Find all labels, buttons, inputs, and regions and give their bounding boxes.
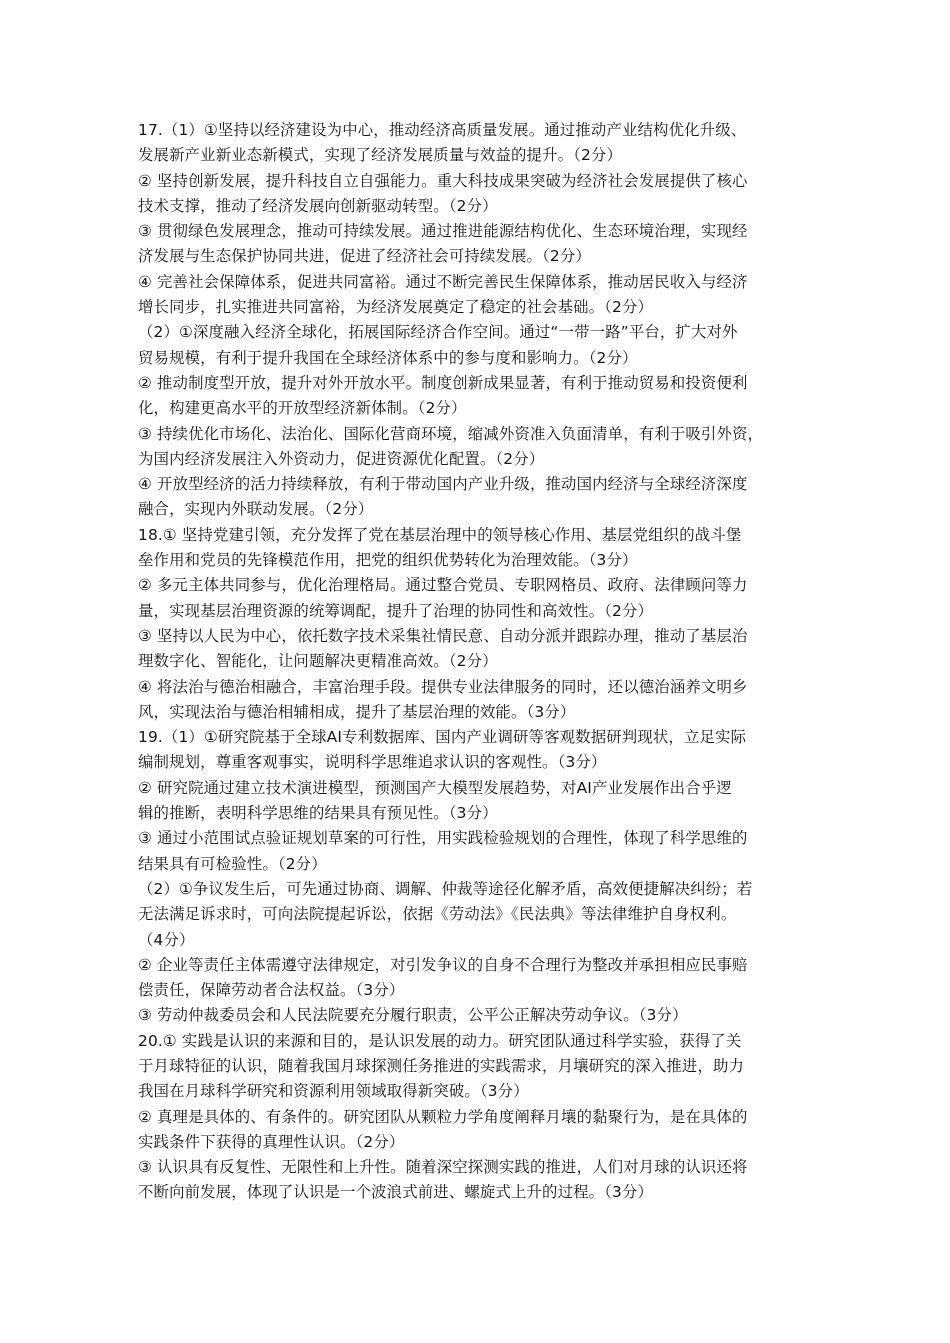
text-line: ③ 贯彻绿色发展理念，推动可持续发展。通过推进能源结构优化、生态环境治理，实现经 bbox=[138, 222, 748, 241]
text-line: 实践条件下获得的真理性认识。（2分） bbox=[138, 1132, 405, 1151]
text-line: ② 坚持创新发展，提升科技自立自强能力。重大科技成果突破为经济社会发展提供了核心 bbox=[138, 171, 748, 190]
text-line: 无法满足诉求时，可向法院提起诉讼，依据《劳动法》《民法典》等法律维护自身权利。 bbox=[138, 905, 737, 924]
text-line: 结果具有可检验性。（2分） bbox=[138, 854, 327, 873]
text-line: （2）①深度融入经济全球化，拓展国际经济合作空间。通过“一带一路”平台，扩大对外 bbox=[138, 323, 738, 342]
text-line: 化，构建更高水平的开放型经济新体制。（2分） bbox=[138, 399, 467, 418]
text-line: ③ 劳动仲裁委员会和人民法院要充分履行职责，公平公正解决劳动争议。（3分） bbox=[138, 1006, 688, 1025]
text-line: 于月球特征的认识，随着我国月球探测任务推进的实践需求，月壤研究的深入推进，助力 bbox=[138, 1056, 745, 1075]
text-line: 19.（1）①研究院基于全球AI专利数据库、国内产业调研等客观数据研判现状，立足实际 bbox=[138, 728, 747, 747]
text-line: 垒作用和党员的先锋模范作用，把党的组织优势转化为治理效能。（3分） bbox=[138, 551, 638, 570]
text-line: （4分） bbox=[138, 930, 195, 949]
text-line: （2）①争议发生后，可先通过协商、调解、仲裁等途径化解矛盾，高效便捷解决纠纷；若 bbox=[138, 879, 753, 898]
text-line: 我国在月球科学研究和资源利用领域取得新突破。（3分） bbox=[138, 1082, 529, 1101]
text-line: ④ 完善社会保障体系，促进共同富裕。通过不断完善民生保障体系，推动居民收入与经济 bbox=[138, 272, 748, 291]
text-line: 理数字化、智能化，让问题解决更精准高效。（2分） bbox=[138, 652, 498, 671]
text-line: 不断向前发展，体现了认识是一个波浪式前进、螺旋式上升的过程。（3分） bbox=[138, 1183, 654, 1202]
text-line: 20.① 实践是认识的来源和目的，是认识发展的动力。研究团队通过科学实验，获得了关 bbox=[138, 1031, 742, 1050]
text-line: ③ 持续优化市场化、法治化、国际化营商环境，缩减外资准入负面清单，有利于吸引外资， bbox=[138, 424, 764, 443]
text-line: ② 企业等责任主体需遵守法律规定，对引发争议的自身不合理行为整改并承担相应民事赔 bbox=[138, 955, 748, 974]
text-line: ③ 认识具有反复性、无限性和上升性。随着深空探测实践的推进，人们对月球的认识还将 bbox=[138, 1158, 748, 1177]
text-line: 融合，实现内外联动发展。（2分） bbox=[138, 500, 374, 519]
text-line: ④ 将法治与德治相融合，丰富治理手段。提供专业法律服务的同时，还以德治涵养文明乡 bbox=[138, 677, 748, 696]
answer-text-body bbox=[138, 118, 840, 1206]
text-line: 17.（1）①坚持以经济建设为中心，推动经济高质量发展。通过推动产业结构优化升级、 bbox=[138, 121, 747, 139]
text-line: ③ 坚持以人民为中心，依托数字技术采集社情民意、自动分派并跟踪办理，推动了基层治 bbox=[138, 626, 748, 645]
text-line: 济发展与生态保护协同共进，促进了经济社会可持续发展。（2分） bbox=[138, 247, 591, 266]
text-line: 为国内经济发展注入外资动力，促进资源优化配置。（2分） bbox=[138, 449, 545, 468]
text-line: 发展新产业新业态新模式，实现了经济发展质量与效益的提升。（2分） bbox=[138, 146, 623, 165]
text-line: 增长同步，扎实推进共同富裕，为经济发展奠定了稳定的社会基础。（2分） bbox=[138, 298, 654, 317]
text-line: 18.① 坚持党建引领，充分发挥了党在基层治理中的领导核心作用、基层党组织的战斗堡 bbox=[138, 525, 742, 544]
text-line: 偿责任，保障劳动者合法权益。（3分） bbox=[138, 981, 405, 1000]
text-line: ② 多元主体共同参与，优化治理格局。通过整合党员、专职网格员、政府、法律顾问等力 bbox=[138, 576, 748, 595]
text-line: 量，实现基层治理资源的统筹调配，提升了治理的协同性和高效性。（2分） bbox=[138, 601, 654, 620]
text-line: ③ 通过小范围试点验证规划草案的可行性，用实践检验规划的合理性，体现了科学思维的 bbox=[138, 829, 748, 848]
text-line: 辑的推断，表明科学思维的结果具有预见性。（3分） bbox=[138, 804, 498, 823]
text-line: ④ 开放型经济的活力持续释放，有利于带动国内产业升级，推动国内经济与全球经济深度 bbox=[138, 475, 748, 494]
text-line: ② 研究院通过建立技术演进模型，预测国产大模型发展趋势，对AI产业发展作出合乎逻 bbox=[138, 778, 732, 797]
text-line: ② 推动制度型开放，提升对外开放水平。制度创新成果显著，有利于推动贸易和投资便利 bbox=[138, 373, 748, 392]
text-line: ② 真理是具体的、有条件的。研究团队从颗粒力学角度阐释月壤的黏聚行为，是在具体的 bbox=[138, 1107, 748, 1126]
text-line: 技术支撑，推动了经济发展向创新驱动转型。（2分） bbox=[138, 196, 498, 215]
text-line: 风，实现法治与德治相辅相成，提升了基层治理的效能。（3分） bbox=[138, 702, 576, 721]
text-line: 编制规划，尊重客观事实，说明科学思维追求认识的客观性。（3分） bbox=[138, 753, 607, 772]
text-line: 贸易规模，有利于提升我国在全球经济体系中的参与度和影响力。（2分） bbox=[138, 348, 638, 367]
